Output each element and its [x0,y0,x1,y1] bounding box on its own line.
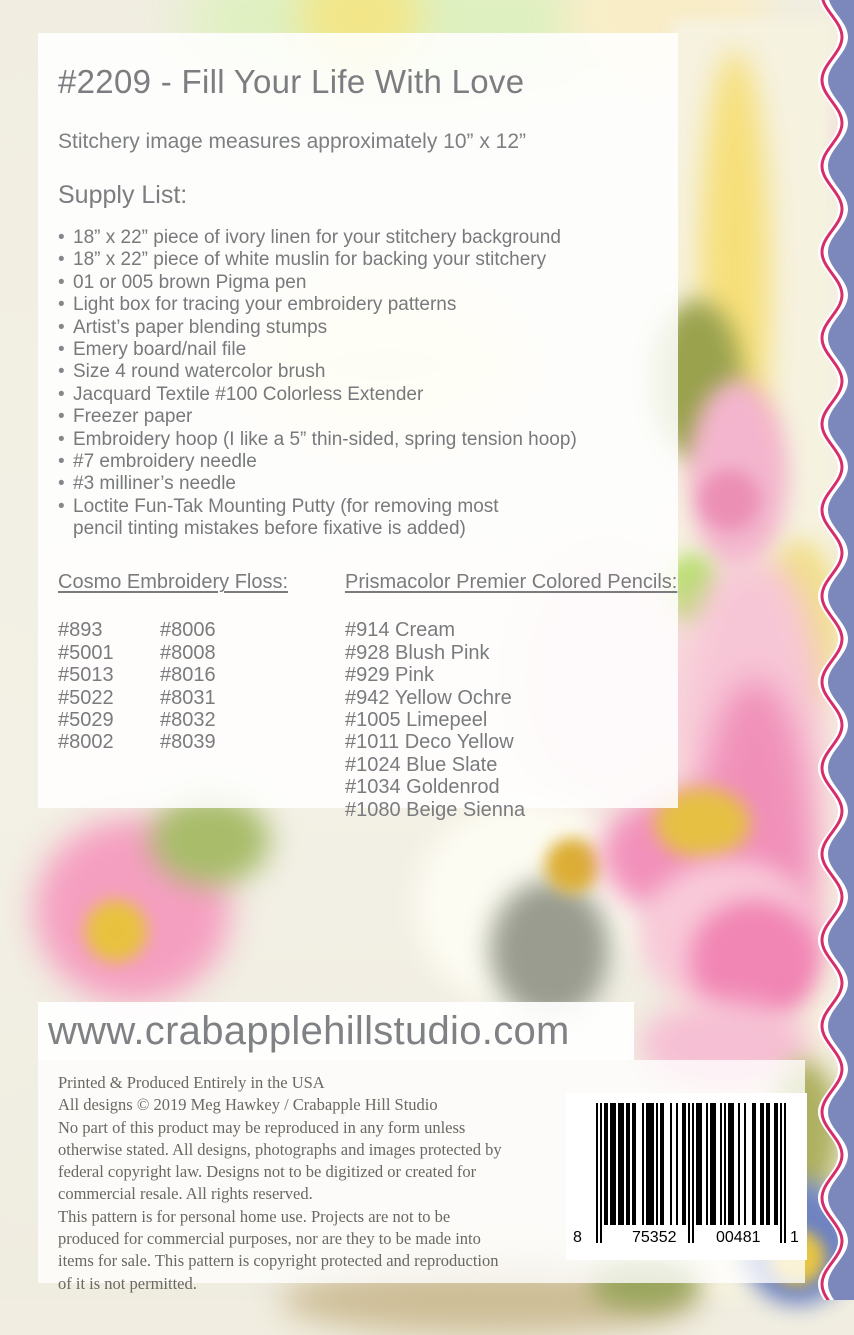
supply-item [58,249,658,271]
barcode-bar [610,1103,616,1225]
barcode-bar [780,1103,782,1243]
supply-list-heading: Supply List: [58,181,188,209]
legal-line: commercial resale. All rights reserved. [58,1184,313,1204]
barcode-bar [760,1103,764,1225]
supply-item-text: Artist’s paper blending stumps [73,316,328,338]
barcode-bar [632,1103,636,1225]
photo-blob [700,470,760,530]
supply-item-text: Freezer paper [73,406,193,428]
barcode-bar [670,1103,672,1225]
barcode-bar [688,1103,690,1243]
pencil-item: #1080 Beige Sienna [345,798,526,821]
barcode-bar [784,1103,786,1243]
barcode-digit-right: 1 [790,1229,799,1246]
supply-item [58,339,658,361]
barcode-bar [706,1103,708,1225]
barcode-bar [720,1103,722,1225]
bullet-marker: • [58,271,65,293]
scalloped-ribbon-border [800,0,854,1300]
bullet-marker: • [58,361,65,383]
pattern-title: #2209 - Fill Your Life With Love [58,63,525,100]
bullet-marker: • [58,495,65,517]
supply-item [58,227,658,249]
barcode-bar [752,1103,756,1225]
supply-item [58,406,658,428]
supply-item-text: 01 or 005 brown Pigma pen [73,271,307,293]
website-url: www.crabapplehillstudio.com [48,1008,570,1053]
supply-item-text: #7 embroidery needle [73,450,257,472]
floss-number: #8006 [160,619,216,642]
bullet-marker: • [58,383,65,405]
floss-column-1 [58,619,160,753]
floss-section [58,571,345,821]
supply-item-text: Loctite Fun-Tak Mounting Putty (for removing most [73,495,499,517]
bullet-marker: • [58,406,65,428]
barcode-bar [682,1103,686,1225]
floss-number: #8016 [160,664,216,687]
barcode-bar [774,1103,778,1225]
floss-number: #8008 [160,641,216,664]
supply-item-continuation [58,518,658,540]
supply-item [58,429,658,451]
legal-line: All designs © 2019 Meg Hawkey / Crabapple Hill Studio [58,1095,438,1115]
supply-item-text: Light box for tracing your embroidery patterns [73,294,457,316]
pencil-item: #1005 Limepeel [345,709,488,732]
supply-item-text: 18” x 22” piece of white muslin for backing your stitchery [73,249,547,271]
pencil-list [345,619,677,821]
barcode-bar [696,1103,702,1225]
upc-barcode [566,1093,807,1260]
legal-line: This pattern is for personal home use. Projects are not to be [58,1206,451,1226]
floss-number: #5029 [58,709,114,732]
floss-number: #5001 [58,641,114,664]
supply-item [58,361,658,383]
barcode-bar [744,1103,746,1225]
bullet-marker: • [58,450,65,472]
barcode-bar [710,1103,716,1225]
legal-line: No part of this product may be reproduced in any form unless [58,1117,466,1137]
supply-item [58,294,658,316]
materials-columns [58,571,678,821]
bullet-marker: • [58,338,65,360]
pencil-item: #929 Pink [345,664,434,687]
floss-number: #8039 [160,731,216,754]
supply-item-text: pencil tinting mistakes before fixative is added) [73,518,466,540]
barcode-bar [596,1103,598,1243]
barcode-bar [738,1103,740,1225]
floss-column-2 [160,619,216,753]
pencil-item: #1034 Goldenrod [345,776,500,799]
floss-number: #893 [58,619,103,642]
bullet-marker: • [58,294,65,316]
bullet-marker: • [58,473,65,495]
pencil-item: #1024 Blue Slate [345,753,498,776]
photo-blob [545,838,600,893]
legal-line: items for sale. This pattern is copyright protected and reproduction [58,1251,499,1271]
barcode-bars [596,1103,786,1243]
bullet-marker: • [58,428,65,450]
floss-number: #8031 [160,686,216,709]
barcode-bar [642,1103,644,1225]
barcode-group-1: 75352 [632,1229,677,1246]
supply-item-text: Emery board/nail file [73,338,247,360]
supply-item [58,317,658,339]
legal-line: otherwise stated. All designs, photographs and images protected by [58,1139,502,1159]
supply-item [58,272,658,294]
barcode-bar [646,1103,654,1225]
pencil-item: #942 Yellow Ochre [345,686,512,709]
supply-list [58,227,658,540]
barcode-bar [692,1103,694,1243]
website-bar [38,1002,634,1060]
barcode-bar [600,1103,602,1243]
pencil-item: #928 Blush Pink [345,641,490,664]
floss-number-columns [58,619,345,753]
pencil-item: #1011 Deco Yellow [345,731,514,754]
pencil-item: #914 Cream [345,619,456,642]
barcode-bar [626,1103,630,1225]
supply-item-text: 18” x 22” piece of ivory linen for your stitchery background [73,227,561,248]
supply-item [58,451,658,473]
barcode-bar [660,1103,664,1225]
barcode-group-2: 00481 [716,1229,761,1246]
legal-line: of it is not permitted. [58,1273,197,1293]
barcode-bar [724,1103,726,1225]
bullet-marker: • [58,227,65,248]
supply-item [58,473,658,495]
floss-heading: Cosmo Embroidery Floss: [58,571,289,594]
pencils-heading: Prismacolor Premier Colored Pencils: [345,571,678,594]
barcode-bar [766,1103,770,1225]
barcode-digit-left: 8 [573,1229,582,1246]
photo-blob [490,880,610,1020]
floss-number: #8032 [160,709,216,732]
photo-blob [85,900,147,962]
floss-number: #8002 [58,731,114,754]
supply-item-text: Embroidery hoop (I like a 5” thin-sided, spring tension hoop) [73,428,577,450]
barcode-bar [656,1103,658,1225]
stitchery-size-note: Stitchery image measures approximately 10” x 12” [58,130,527,153]
floss-number: #5013 [58,664,114,687]
legal-line: federal copyright law. Designs not to be digitized or created for [58,1162,477,1182]
legal-line: Printed & Produced Entirely in the USA [58,1073,325,1092]
pencils-section [345,571,677,821]
supply-item [58,496,658,518]
bullet-marker: • [58,316,65,338]
supply-item-text: #3 milliner’s needle [73,473,237,495]
legal-line: produced for commercial purposes, nor are they to be made into [58,1229,481,1249]
pattern-info-panel [38,33,678,821]
barcode-bar [676,1103,678,1225]
supply-item-text: Size 4 round watercolor brush [73,361,326,383]
supply-item [58,384,658,406]
bullet-marker: • [58,249,65,271]
barcode-bar [728,1103,734,1225]
barcode-bar [618,1103,624,1225]
floss-number: #5022 [58,686,114,709]
supply-item-text: Jacquard Textile #100 Colorless Extender [73,383,424,405]
barcode-bar [604,1103,608,1225]
